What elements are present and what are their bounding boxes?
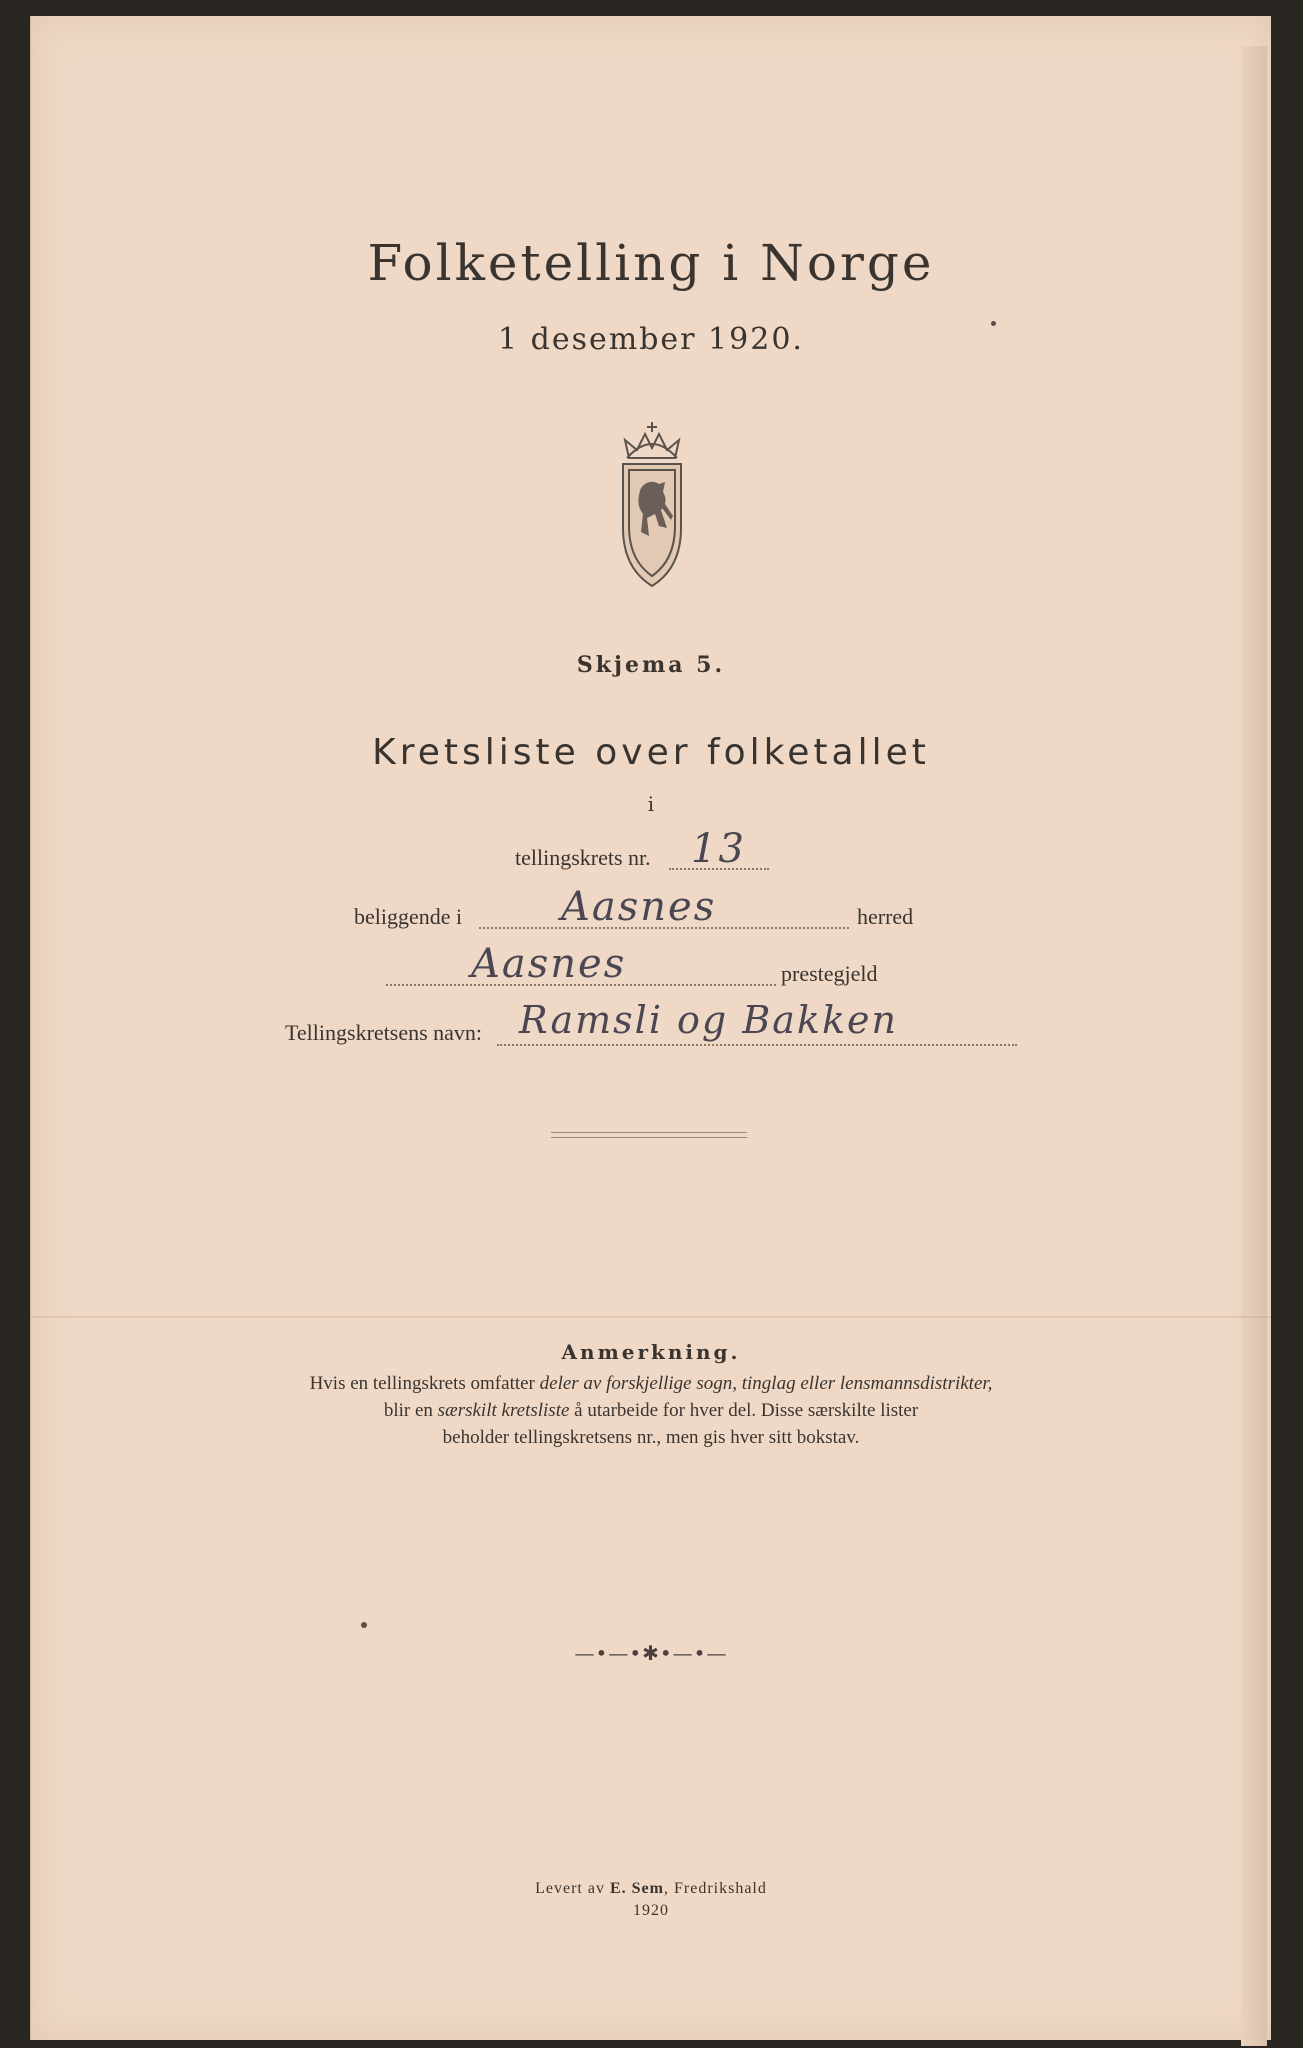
note-line-2-text-c: å utarbeide for hver del. Disse særskilte lister <box>569 1400 919 1421</box>
printer-line <box>31 1878 1271 1900</box>
krets-name-value: Ramsli og Bakken <box>519 998 898 1042</box>
printer-city: , Fredrikshald <box>663 1880 767 1897</box>
coat-of-arms-icon <box>605 418 699 590</box>
herred-value: Aasnes <box>561 884 717 930</box>
krets-name-label: Tellingskretsens navn: <box>285 1020 483 1045</box>
connector-word: i <box>647 792 655 816</box>
printer-year: 1920 <box>633 1902 669 1919</box>
beliggende-label: beliggende i <box>354 904 463 929</box>
note-line-1-italic: deler av forskjellige sogn, tinglag eller lensmannsdistrikter, <box>539 1373 993 1394</box>
census-form-page <box>30 16 1271 2040</box>
krets-number-label: tellingskrets nr. <box>515 845 651 870</box>
herred-label: herred <box>857 904 914 929</box>
krets-number-value: 13 <box>691 826 746 872</box>
schema-number: Skjema 5. <box>576 652 726 678</box>
page-fold <box>31 1316 1271 1318</box>
prestegjeld-label: prestegjeld <box>781 961 878 986</box>
section-divider <box>551 1132 747 1138</box>
form-date: 1 desember 1920. <box>498 322 804 357</box>
krets-name-line <box>497 1044 1017 1046</box>
form-title: Folketelling i Norge <box>367 234 935 292</box>
ink-speck-2 <box>361 1622 367 1628</box>
note-line-2-text-a: blir en <box>383 1400 438 1421</box>
ornament-divider: —•—•✱•—•— <box>574 1641 728 1665</box>
note-line-2 <box>221 1397 1081 1424</box>
prestegjeld-value: Aasnes <box>471 941 627 987</box>
form-heading: Kretsliste over folketallet <box>372 732 930 773</box>
note-text <box>221 1370 1081 1451</box>
printer-name: E. Sem <box>609 1880 664 1897</box>
printer-footer <box>31 1878 1271 1922</box>
note-line-2-italic: særskilt kretsliste <box>437 1400 570 1421</box>
note-line-3: beholder tellingskretsens nr., men gis hver sitt bokstav. <box>442 1427 860 1448</box>
printer-prefix: Levert av <box>535 1880 610 1897</box>
note-line-1 <box>221 1370 1081 1397</box>
note-title: Anmerkning. <box>561 1340 741 1364</box>
note-line-1-text: Hvis en tellingskrets omfatter <box>309 1373 540 1394</box>
